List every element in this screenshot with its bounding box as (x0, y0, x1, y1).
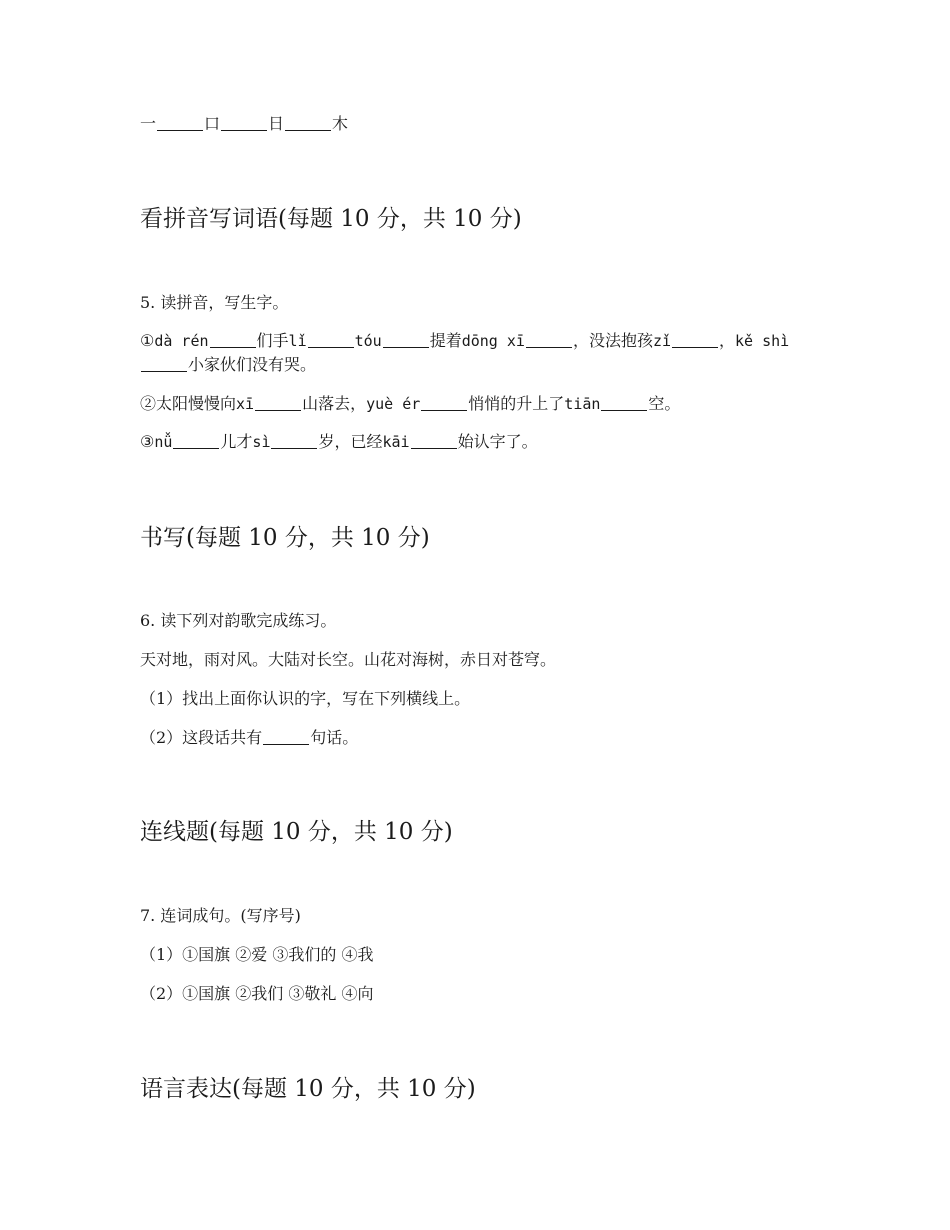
pinyin: nǚ (154, 433, 173, 451)
answer-blank[interactable] (221, 114, 267, 131)
char-1: 一 (140, 114, 157, 133)
char-2: 口 (204, 114, 221, 133)
pinyin: zǐ (652, 332, 672, 350)
section-title-pinyin: 看拼音写词语(每题 10 分，共 10 分) (140, 206, 522, 232)
char-4: 木 (332, 114, 349, 133)
q5-line-2: ②太阳慢慢向xī 山落去，yuè ér 悄悄的升上了tiān 空。 (140, 394, 681, 413)
q5-line-1: ①dà rén 们手lǐ tóu 提着dōng xī ，没法抱孩zǐ ，kě shì小家伙们没有哭。 (140, 331, 790, 374)
q4-character-row (140, 113, 810, 135)
q6-sub-2: （2）这段话共有 句话。 (140, 728, 359, 747)
q5-line-3: ③nǚ 儿才sì 岁，已经kāi 始认字了。 (140, 432, 538, 451)
pinyin: xī (236, 395, 255, 413)
answer-blank[interactable] (173, 432, 219, 449)
answer-blank[interactable] (263, 728, 309, 745)
pinyin: dōng xī (461, 332, 525, 350)
char-3: 日 (268, 114, 285, 133)
answer-blank[interactable] (141, 355, 187, 372)
answer-blank[interactable] (383, 331, 429, 348)
pinyin: kāi (382, 433, 410, 451)
answer-blank[interactable] (255, 394, 301, 411)
q6-passage: 天对地，雨对风。大陆对长空。山花对海树，赤日对苍穹。 (140, 650, 557, 669)
answer-blank[interactable] (526, 331, 572, 348)
answer-blank[interactable] (601, 394, 647, 411)
q6-stem: 6. 读下列对韵歌完成练习。 (140, 611, 337, 630)
q5-stem: 5. 读拼音，写生字。 (140, 293, 289, 312)
answer-blank[interactable] (672, 331, 718, 348)
answer-blank[interactable] (271, 432, 317, 449)
pinyin: tóu (354, 332, 382, 350)
section-title-writing: 书写(每题 10 分，共 10 分) (140, 525, 430, 551)
pinyin: sì (252, 433, 271, 451)
section-title-matching: 连线题(每题 10 分，共 10 分) (140, 819, 453, 845)
answer-blank[interactable] (285, 114, 331, 131)
q7-sub-1: （1）①国旗 ②爱 ③我们的 ④我 (140, 945, 374, 964)
pinyin: yuè ér (366, 395, 421, 413)
q6-sub-1: （1）找出上面你认识的字，写在下列横线上。 (140, 689, 471, 708)
pinyin: lǐ (288, 332, 307, 350)
answer-blank[interactable] (421, 394, 467, 411)
pinyin: tiān (564, 395, 601, 413)
section-title-expression: 语言表达(每题 10 分，共 10 分) (140, 1076, 476, 1102)
pinyin: dà rén (154, 332, 209, 350)
pinyin: kě shì (735, 332, 790, 350)
answer-blank[interactable] (157, 114, 203, 131)
answer-blank[interactable] (210, 331, 256, 348)
q7-sub-2: （2）①国旗 ②我们 ③敬礼 ④向 (140, 984, 374, 1003)
answer-blank[interactable] (308, 331, 354, 348)
answer-blank[interactable] (411, 432, 457, 449)
q7-stem: 7. 连词成句。(写序号) (140, 906, 301, 925)
